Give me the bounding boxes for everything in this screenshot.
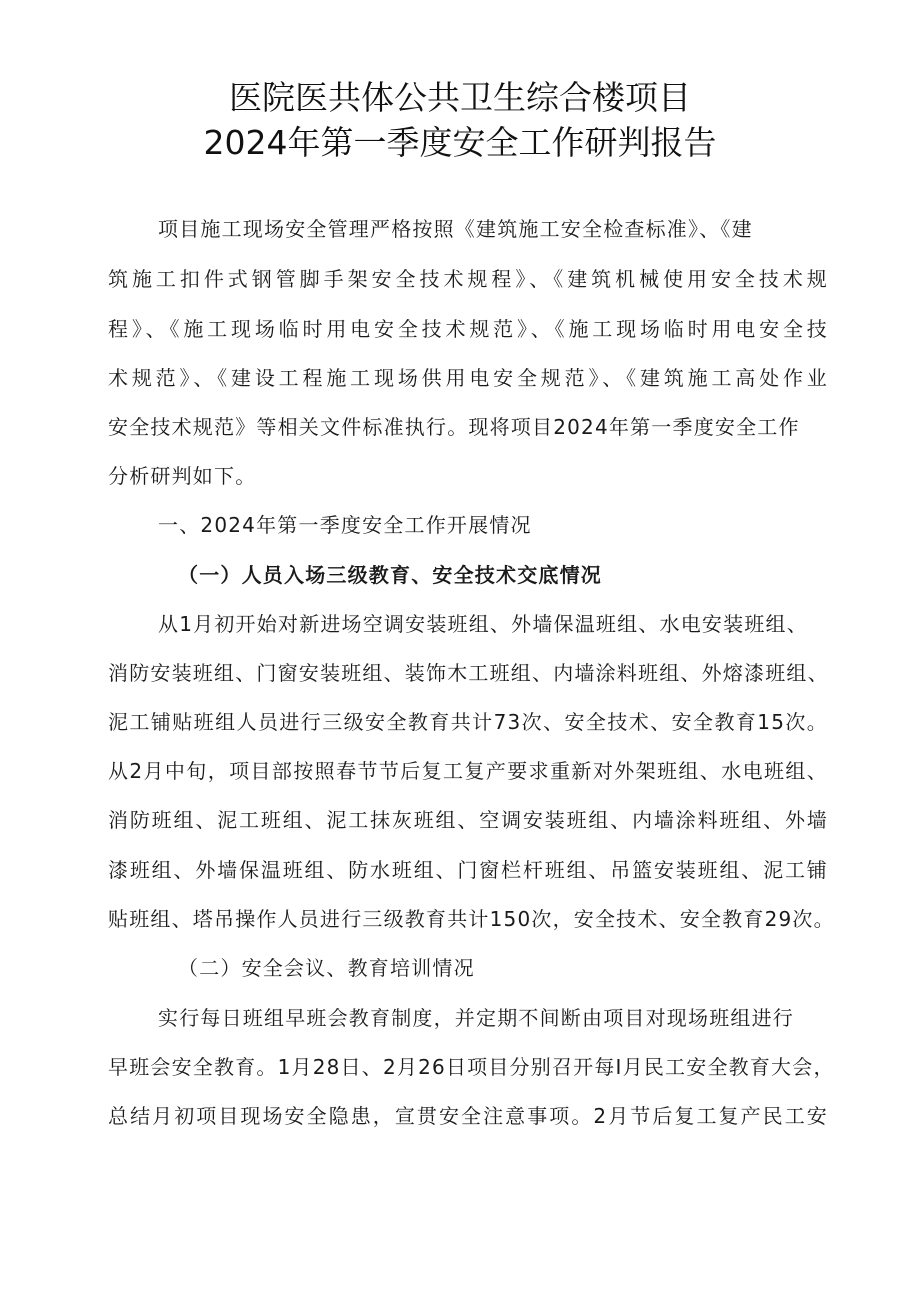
body-line: 消防班组、泥工班组、泥工抹灰班组、空调安装班组、内墙涂料班组、外墙 <box>108 808 828 832</box>
section-heading: 一、2024年第一季度安全工作开展情况 <box>158 513 532 537</box>
body-line: 实行每日班组早班会教育制度，并定期不间断由项目对现场班组进行 <box>158 1006 794 1030</box>
body-line: 总结月初项目现场安全隐患，宣贯安全注意事项。2月节后复工复产民工安 <box>108 1104 828 1128</box>
body-line: 从2月中旬，项目部按照春节节后复工复产要求重新对外架班组、水电班组、 <box>108 759 828 783</box>
intro-line: 术规范》、《建设工程施工现场供用电安全规范》、《建筑施工高处作业 <box>108 366 828 390</box>
document-title-line2: 2024年第一季度安全工作研判报告 <box>203 123 717 162</box>
intro-line: 筑施工扣件式钢管脚手架安全技术规程》、《建筑机械使用安全技术规 <box>108 267 828 291</box>
body-line: 早班会安全教育。1月28日、2月26日项目分别召开每I月民工安全教育大会， <box>108 1055 835 1079</box>
intro-line: 程》、《施工现场临时用电安全技术规范》、《施工现场临时用电安全技 <box>108 317 828 341</box>
subsection-heading: （二）安全会议、教育培训情况 <box>178 956 475 980</box>
body-line: 从1月初开始对新进场空调安装班组、外墙保温班组、水电安装班组、 <box>158 612 808 636</box>
body-line: 泥工铺贴班组人员进行三级安全教育共计73次、安全技术、安全教育15次。 <box>108 710 828 734</box>
intro-line: 安全技术规范》等相关文件标准执行。现将项目2024年第一季度安全工作 <box>108 415 800 439</box>
document-title-line1: 医院医共体公共卫生综合楼项目 <box>229 78 691 117</box>
subsection-heading: （一）人员入场三级教育、安全技术交底情况 <box>178 563 602 587</box>
body-line: 消防安装班组、门窗安装班组、装饰木工班组、内墙涂料班组、外熔漆班组、 <box>108 661 829 685</box>
intro-line: 分析研判如下。 <box>108 464 257 488</box>
intro-line: 项目施工现场安全管理严格按照《建筑施工安全检查标准》、《建 <box>158 217 753 241</box>
body-line: 漆班组、外墙保温班组、防水班组、门窗栏杆班组、吊篮安装班组、泥工铺 <box>108 858 828 882</box>
body-line: 贴班组、塔吊操作人员进行三级教育共计150次，安全技术、安全教育29次。 <box>108 907 835 931</box>
